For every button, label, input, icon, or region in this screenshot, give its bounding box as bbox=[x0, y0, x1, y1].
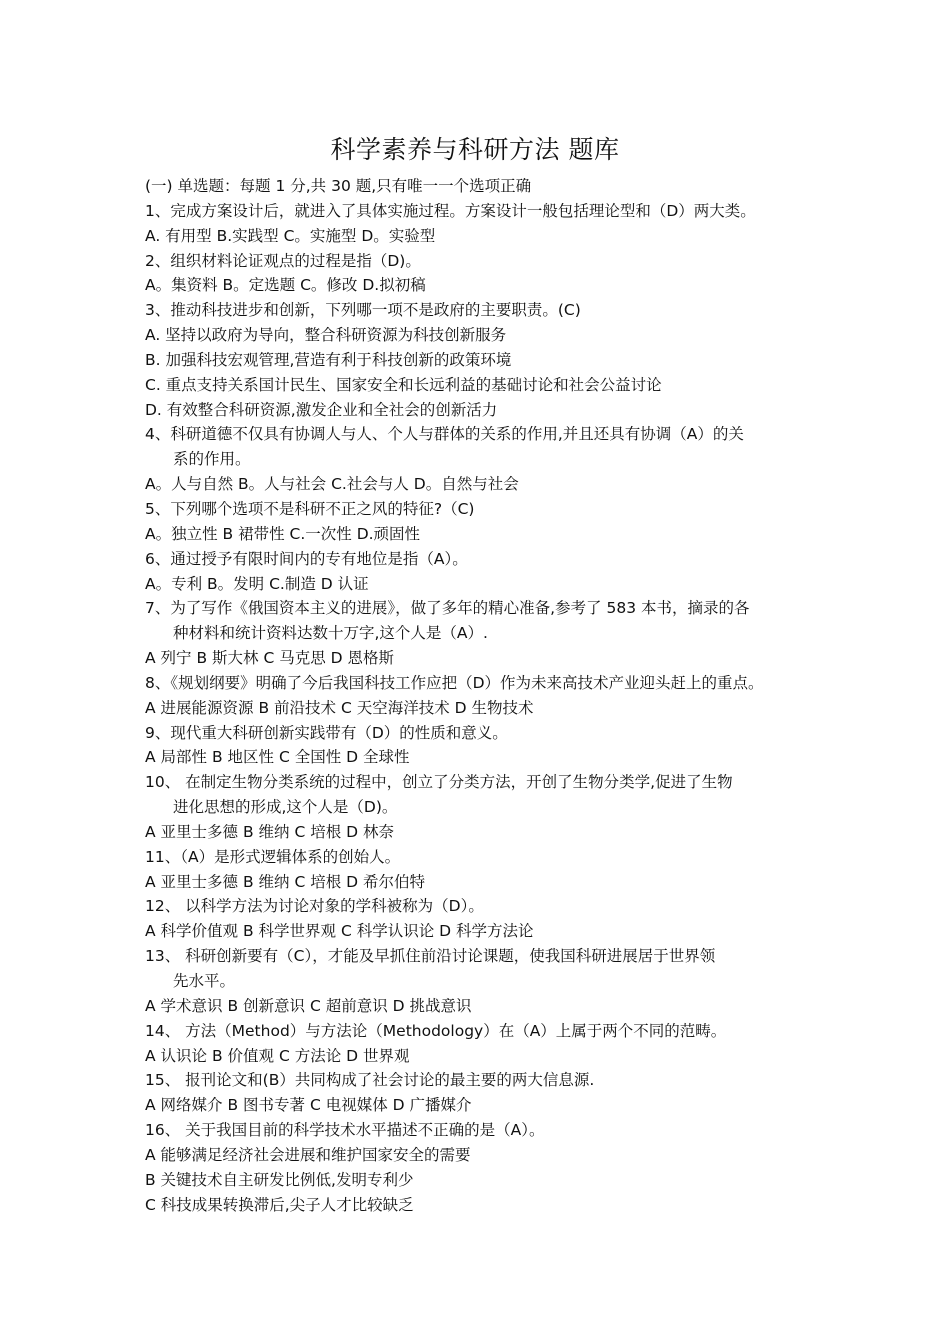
text-line: (一) 单选题：每题 1 分,共 30 题,只有唯一一个选项正确 bbox=[145, 177, 532, 195]
text-line: B. 加强科技宏观管理,营造有利于科技创新的政策环境 bbox=[145, 350, 512, 369]
document-title: 科学素养与科研方法 题库 bbox=[330, 135, 620, 164]
text-line: A 认识论 B 价值观 C 方法论 D 世界观 bbox=[145, 1046, 410, 1065]
text-line: 8、《规划纲要》明确了今后我国科技工作应把（D）作为未来高技术产业迎头赶上的重点。 bbox=[145, 673, 764, 692]
text-line: B 关键技术自主研发比例低,发明专利少 bbox=[145, 1170, 414, 1189]
text-line: C. 重点支持关系国计民生、国家安全和长远利益的基础讨论和社会公益讨论 bbox=[145, 375, 662, 394]
text-line: 11、（A）是形式逻辑体系的创始人。 bbox=[145, 847, 401, 866]
question-list bbox=[145, 174, 835, 1217]
text-line: 3、推动科技进步和创新，下列哪一项不是政府的主要职责。(C) bbox=[145, 301, 581, 320]
text-line: A 列宁 B 斯大林 C 马克思 D 恩格斯 bbox=[145, 649, 394, 668]
text-line: 1、完成方案设计后，就进入了具体实施过程。方案设计一般包括理论型和（D）两大类。 bbox=[145, 201, 756, 220]
text-line: A 亚里士多德 B 维纳 C 培根 D 林奈 bbox=[145, 822, 394, 841]
text-line: 系的作用。 bbox=[173, 450, 251, 469]
text-line: D. 有效整合科研资源,激发企业和全社会的创新活力 bbox=[145, 400, 498, 419]
text-line: A. 坚持以政府为导向，整合科研资源为科技创新服务 bbox=[145, 326, 507, 345]
text-line: 4、科研道德不仅具有协调人与人、个人与群体的关系的作用,并且还具有协调（A）的关 bbox=[145, 425, 744, 444]
text-line: 6、通过授予有限时间内的专有地位是指（A）。 bbox=[145, 549, 468, 568]
text-line: A 学术意识 B 创新意识 C 超前意识 D 挑战意识 bbox=[145, 996, 472, 1015]
text-line: A。专利 B。发明 C.制造 D 认证 bbox=[145, 574, 369, 593]
text-line: A 科学价值观 B 科学世界观 C 科学认识论 D 科学方法论 bbox=[145, 922, 534, 941]
text-line: 先水平。 bbox=[173, 972, 236, 990]
text-line: 14、 方法（Method）与方法论（Methodology）在（A）上属于两个不同的范畴。 bbox=[145, 1021, 727, 1040]
text-line: 12、 以科学方法为讨论对象的学科被称为（D）。 bbox=[145, 897, 484, 916]
text-line: 16、 关于我国目前的科学技术水平描述不正确的是（A）。 bbox=[145, 1121, 545, 1140]
text-line: A. 有用型 B.实践型 C。实施型 D。实验型 bbox=[145, 226, 436, 245]
text-line: A 进展能源资源 B 前沿技术 C 天空海洋技术 D 生物技术 bbox=[145, 698, 534, 717]
text-line: A 亚里士多德 B 维纳 C 培根 D 希尔伯特 bbox=[145, 872, 425, 891]
text-line: 13、 科研创新要有（C），才能及早抓住前沿讨论课题，使我国科研进展居于世界领 bbox=[145, 947, 716, 966]
text-line: 种材料和统计资料达数十万字,这个人是（A）. bbox=[173, 624, 488, 643]
text-line: 10、 在制定生物分类系统的过程中，创立了分类方法，开创了生物分类学,促进了生物 bbox=[145, 773, 733, 792]
text-line: A。人与自然 B。人与社会 C.社会与人 D。自然与社会 bbox=[145, 475, 519, 494]
text-line: 进化思想的形成,这个人是（D)。 bbox=[173, 798, 398, 817]
text-line: 5、下列哪个选项不是科研不正之风的特征?（C) bbox=[145, 499, 475, 518]
text-line: A。独立性 B 裙带性 C.一次性 D.顽固性 bbox=[145, 524, 421, 543]
text-line: 2、组织材料论证观点的过程是指（D)。 bbox=[145, 251, 421, 270]
text-line: A。集资料 B。定选题 C。修改 D.拟初稿 bbox=[145, 276, 426, 295]
text-line: A 局部性 B 地区性 C 全国性 D 全球性 bbox=[145, 748, 410, 767]
text-line: 9、现代重大科研创新实践带有（D）的性质和意义。 bbox=[145, 723, 508, 742]
text-line: 15、 报刊论文和(B）共同构成了社会讨论的最主要的两大信息源. bbox=[145, 1071, 595, 1090]
text-line: A 能够满足经济社会进展和维护国家安全的需要 bbox=[145, 1145, 471, 1164]
text-line: 7、为了写作《俄国资本主义的进展》，做了多年的精心准备,参考了 583 本书，摘录的各 bbox=[145, 599, 750, 618]
text-line: A 网络媒介 B 图书专著 C 电视媒体 D 广播媒介 bbox=[145, 1096, 472, 1115]
text-line: C 科技成果转换滞后,尖子人才比较缺乏 bbox=[145, 1195, 414, 1214]
